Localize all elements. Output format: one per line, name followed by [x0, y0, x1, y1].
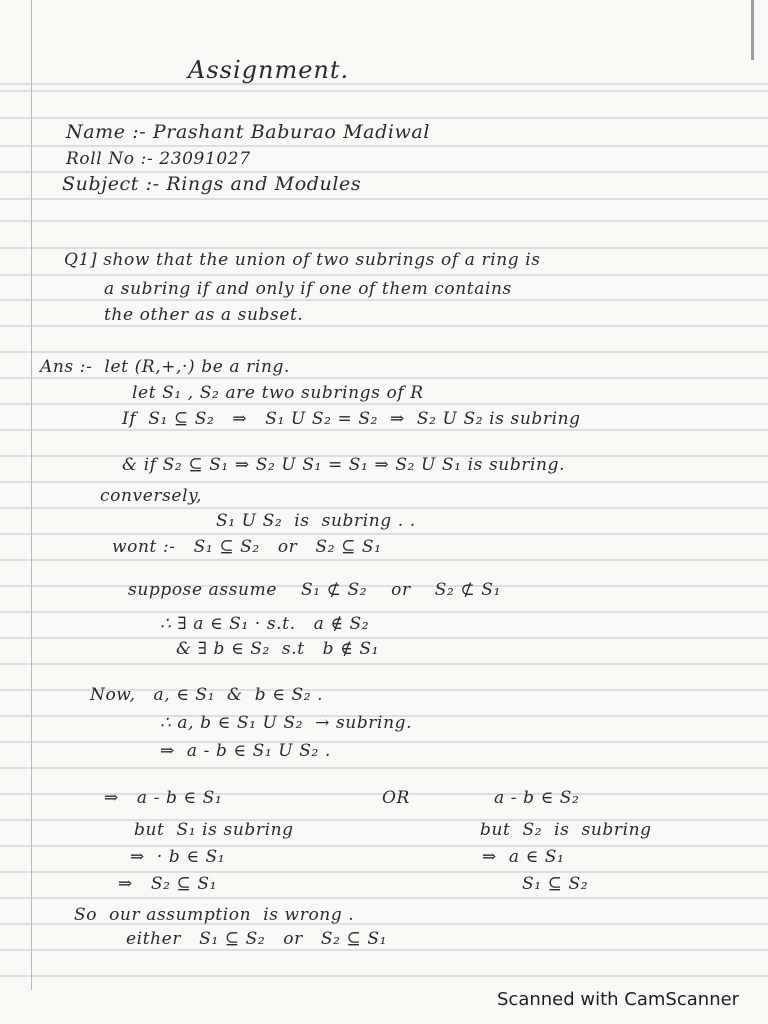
answer-line-4: & if S₂ ⊆ S₁ ⇒ S₂ U S₁ = S₁ ⇒ S₂ U S₁ is subring.	[122, 455, 566, 475]
case-left-2: but S₁ is subring	[134, 820, 294, 840]
answer-line-6: S₁ U S₂ is subring . .	[216, 511, 416, 531]
case-right-4: S₁ ⊆ S₂	[522, 874, 589, 894]
case-left-3: ⇒ · b ∈ S₁	[130, 847, 226, 867]
case-left-1: ⇒ a - b ∈ S₁	[104, 788, 223, 808]
answer-line-3: If S₁ ⊆ S₂ ⇒ S₁ U S₂ = S₂ ⇒ S₂ U S₂ is subring	[122, 409, 581, 429]
answer-line-13: ⇒ a - b ∈ S₁ U S₂ .	[160, 741, 331, 761]
page-edge	[751, 0, 754, 60]
answer-line-5: conversely,	[100, 486, 203, 506]
answer-line-9: ∴ ∃ a ∈ S₁ · s.t. a ∉ S₂	[160, 614, 370, 634]
case-left-4: ⇒ S₂ ⊆ S₁	[118, 874, 218, 894]
scanner-watermark: Scanned with CamScanner	[497, 989, 740, 1010]
answer-line-12: ∴ a, b ∈ S₁ U S₂ → subring.	[160, 713, 413, 733]
answer-line-1: Ans :- let (R,+,·) be a ring.	[40, 357, 290, 377]
case-right-3: ⇒ a ∈ S₁	[482, 847, 565, 867]
question-line-3: the other as a subset.	[104, 305, 304, 325]
question-line-2: a subring if and only if one of them contains	[104, 279, 512, 299]
roll-number: Roll No :- 23091027	[66, 149, 251, 169]
answer-line-8: suppose assume S₁ ⊄ S₂ or S₂ ⊄ S₁	[128, 580, 501, 600]
answer-line-10: & ∃ b ∈ S₂ s.t b ∉ S₁	[176, 639, 380, 659]
assignment-title: Assignment.	[188, 56, 350, 84]
margin-line	[31, 0, 32, 990]
answer-line-11: Now, a, ∈ S₁ & b ∈ S₂ .	[90, 685, 324, 705]
answer-line-7: wont :- S₁ ⊆ S₂ or S₂ ⊆ S₁	[112, 537, 382, 557]
case-right-2: but S₂ is subring	[480, 820, 652, 840]
conclusion-line-1: So our assumption is wrong .	[74, 905, 355, 925]
case-or: OR	[382, 788, 410, 808]
subject-line: Subject :- Rings and Modules	[62, 173, 362, 195]
case-right-1: a - b ∈ S₂	[494, 788, 580, 808]
student-name: Name :- Prashant Baburao Madiwal	[66, 121, 431, 143]
answer-line-2: let S₁ , S₂ are two subrings of R	[132, 383, 424, 403]
question-line-1: Q1] show that the union of two subrings of a ring is	[64, 250, 541, 270]
conclusion-line-2: either S₁ ⊆ S₂ or S₂ ⊆ S₁	[126, 929, 388, 949]
